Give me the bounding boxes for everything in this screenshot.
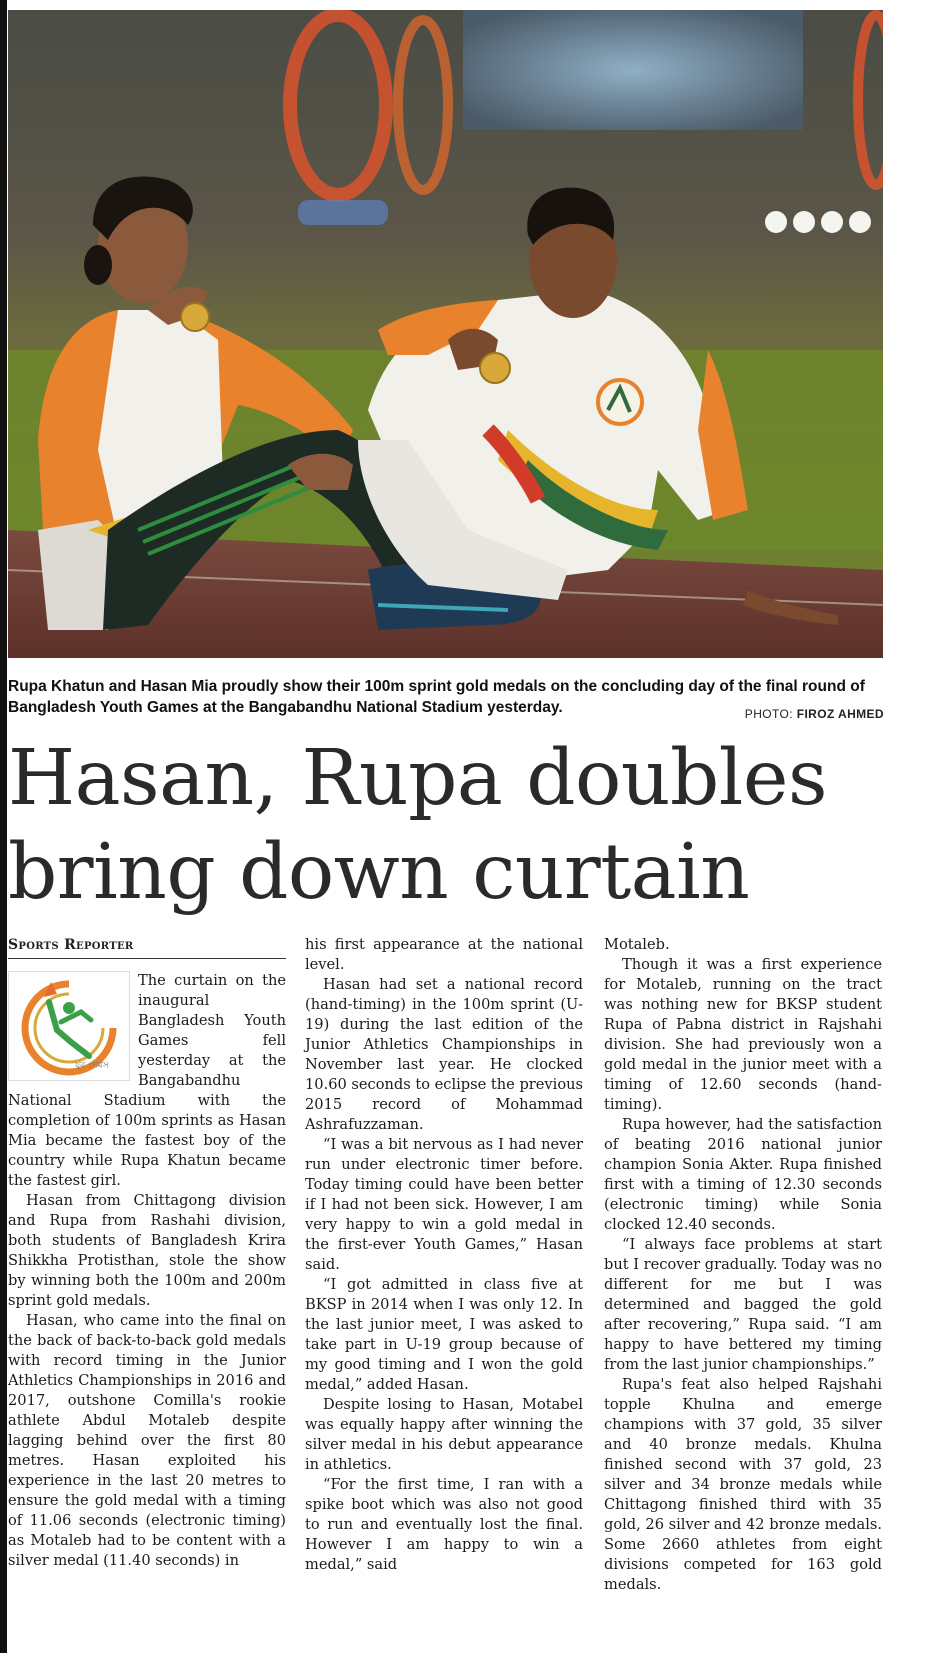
logo-caption: যুব গেমস xyxy=(75,1061,109,1071)
paragraph: Rupa's feat also helped Rajshahi topple Khulna and emerge champions with 37 gold, 35 silver and 40 bronze medals. Khulna finished second with 37 gold, 23 silver and 34 bronze medals while Chittagong finished third with 35 gold, 26 silver and 42 bronze medals. Some 2660 athletes from eight divisions competed for 163 gold medals. xyxy=(604,1376,883,1593)
paragraph: Motaleb. xyxy=(604,936,670,953)
paragraph: Rupa however, had the satisfaction of beating 2016 national junior champion Sonia Akter. Rupa finished first with a timing of 12.30 seconds (electronic timing) while Sonia clocked 12.40 seconds. xyxy=(604,1116,882,1233)
paragraph: Hasan from Chittagong division and Rupa from Rashahi division, both students of Bangladesh Krira Shikkha Protisthan, stole the show by winning both the 100m and 200m sprint gold medals. xyxy=(8,1192,286,1309)
paragraph: “I got admitted in class five at BKSP in 2014 when I was only 12. In the last junior meet, I was asked to take part in U-19 group because of my good timing and I won the gold medal,” added Hasan. xyxy=(305,1276,583,1393)
photo-caption: Rupa Khatun and Hasan Mia proudly show their 100m sprint gold medals on the concluding day of the final round of Bangladesh Youth Games at the Bangabandhu National Stadium yesterday. xyxy=(8,678,865,716)
paragraph: “I always face problems at start but I recover gradually. Today was no different for me but I was determined and bagged the gold after recovering,” Rupa said. “I am happy to have bettered my timing from the last junior championships.” xyxy=(604,1236,882,1373)
article-body xyxy=(8,935,884,1650)
paragraph: The curtain on the inaugural Bangladesh Youth Games fell yesterday at the Bangabandhu National Stadium with the completion of 100m sprints as Hasan Mia became the fastest boy of the country while Rupa Khatun became the fastest girl. xyxy=(8,972,286,1189)
article-column-3 xyxy=(604,935,882,1595)
paragraph: Hasan had set a national record (hand-timing) in the 100m sprint (U-19) during the last edition of the Junior Athletics Championships in November last year. He clocked 10.60 seconds to eclipse the previous 2015 record of Mohammad Ashrafuzzaman. xyxy=(305,976,583,1133)
athletes-photo-illustration xyxy=(8,10,883,658)
paragraph: “I was a bit nervous as I had never run under electronic timer before. Today timing could have been better if I had not been sick. However, I am very happy to win a gold medal in the first-ever Youth Games,” Hasan said. xyxy=(305,1136,583,1273)
photo-credit-name: FIROZ AHMED xyxy=(796,707,884,721)
paragraph: Despite losing to Hasan, Motabel was equally happy after winning the silver medal in his debut appearance in athletics. xyxy=(305,1396,583,1473)
article-column-2 xyxy=(305,935,583,1575)
paragraph: his first appearance at the national level. xyxy=(305,936,583,973)
youth-games-emblem-icon xyxy=(9,972,129,1080)
news-photo xyxy=(8,10,883,658)
headline xyxy=(8,732,908,920)
headline-line-1: Hasan, Rupa doubles xyxy=(8,734,828,823)
page-left-rule xyxy=(0,0,7,1653)
paragraph: Hasan, who came into the final on the back of back-to-back gold medals with record timing in the Junior Athletics Championships in 2016 and 2017, outshone Comilla's rookie athlete Abdul Motaleb despite lagging behind over the first 80 metres. Hasan exploited his experience in the last 20 metres to ensure the gold medal with a timing of 11.06 seconds (electronic timing) as Motaleb had to be content with a silver medal (11.40 seconds) in xyxy=(8,1312,286,1569)
headline-line-2: bring down curtain xyxy=(8,828,750,917)
youth-games-logo xyxy=(8,971,130,1081)
photo-credit xyxy=(745,707,884,721)
article-column-1 xyxy=(8,935,286,1571)
photo-credit-label: PHOTO: xyxy=(744,707,797,721)
paragraph: “For the first time, I ran with a spike boot which was also not good to run and eventually lost the final. However I am happy to win a medal,” said xyxy=(305,1476,583,1573)
paragraph: Though it was a first experience for Motaleb, running on the tract was nothing new for BKSP student Rupa of Pabna district in Rajshahi division. She had previously won a gold medal in the junior meet with a timing of 12.60 seconds (hand-timing). xyxy=(604,956,882,1113)
byline: Sports Reporter xyxy=(8,935,286,959)
